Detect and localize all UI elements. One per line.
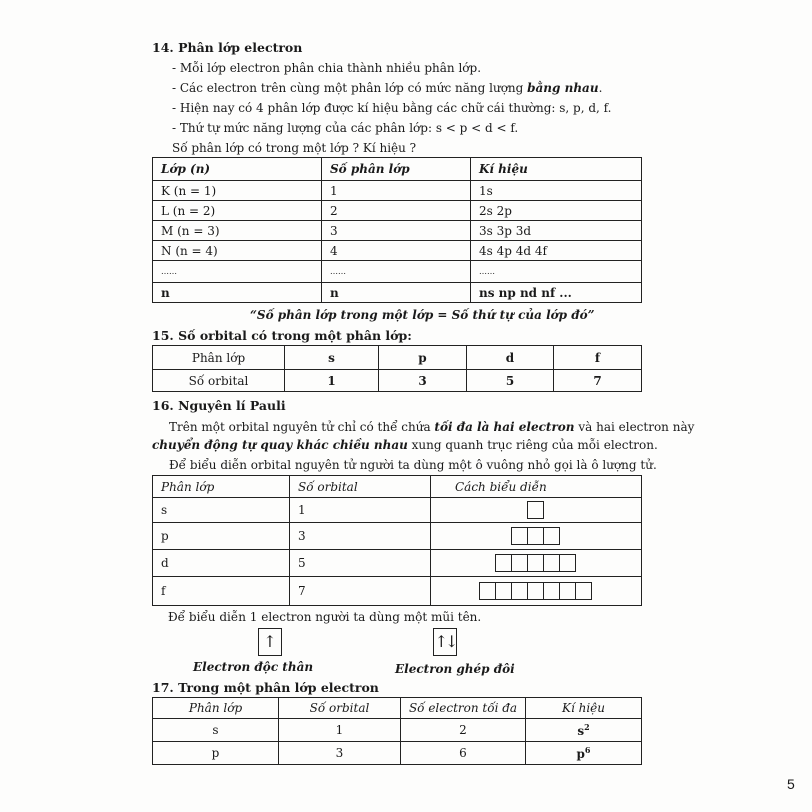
table-row	[153, 577, 642, 606]
table-row	[153, 261, 642, 283]
header-cell: Phân lớp	[153, 476, 290, 498]
cell: n	[153, 283, 322, 303]
paragraph	[152, 438, 658, 452]
section-14-title: 14. Phân lớp electron	[152, 40, 303, 55]
cell: 2	[322, 201, 471, 221]
single-electron-arrow-icon: ↑	[258, 628, 282, 656]
emphasis: tối đa là hai electron	[434, 420, 575, 434]
cell: f	[554, 346, 642, 370]
bullet-emphasis: bằng nhau	[527, 81, 599, 95]
paragraph: Để biểu diễn orbital nguyên tử người ta dùng một ô vuông nhỏ gọi là ô lượng tử.	[169, 458, 657, 472]
paired-electron-arrows-icon: ↑↓	[433, 628, 457, 656]
text: xung quanh trục riêng của mỗi electron.	[407, 438, 658, 452]
header-cell: Kí hiệu	[526, 698, 642, 719]
header-cell: Số phân lớp	[322, 158, 471, 181]
symbol: p	[576, 747, 585, 761]
paragraph	[169, 420, 694, 434]
cell: 3	[322, 221, 471, 241]
orbital-count-table	[152, 345, 642, 392]
table-row	[153, 283, 642, 303]
cell: ……	[153, 261, 322, 283]
text: Trên một orbital nguyên tử chỉ có thể chứa	[169, 420, 435, 434]
cell: 3	[379, 370, 467, 392]
section-16-title: 16. Nguyên lí Pauli	[152, 398, 286, 413]
table-row	[153, 742, 642, 765]
cell: 3	[290, 523, 431, 550]
cell: n	[322, 283, 471, 303]
cell: p	[153, 742, 279, 765]
cell: K (n = 1)	[153, 181, 322, 201]
cell: 1	[285, 370, 379, 392]
table-row	[153, 719, 642, 742]
emphasis: chuyển động tự quay khác chiều nhau	[152, 438, 408, 452]
header-cell: Kí hiệu	[471, 158, 642, 181]
table-row	[153, 201, 642, 221]
subshell-electron-table	[152, 697, 642, 765]
superscript: 6	[584, 745, 591, 755]
cell: 4	[322, 241, 471, 261]
superscript: 2	[584, 722, 590, 732]
cell: 2	[401, 719, 526, 742]
symbol: s	[577, 724, 585, 738]
rule-quote: “Số phân lớp trong một lớp = Số thứ tự của lớp đó”	[250, 308, 595, 322]
cell: 1	[290, 498, 431, 523]
cell: 6	[401, 742, 526, 765]
cell: 2s 2p	[471, 201, 642, 221]
cell: ns np nd nf ...	[471, 283, 642, 303]
cell: s	[285, 346, 379, 370]
cell	[526, 742, 642, 765]
orbital-representation-table	[152, 475, 642, 606]
cell: 1	[279, 719, 401, 742]
header-cell: Lớp (n)	[153, 158, 322, 181]
cell: ……	[322, 261, 471, 283]
quantum-box-icon	[528, 501, 544, 519]
cell: 3	[279, 742, 401, 765]
cell: f	[153, 577, 290, 606]
section-17-title: 17. Trong một phân lớp electron	[152, 680, 379, 695]
cell: 5	[467, 370, 554, 392]
cell: 3s 3p 3d	[471, 221, 642, 241]
paired-electron-label: Electron ghép đôi	[395, 662, 515, 676]
table-row	[153, 370, 642, 392]
table-row	[153, 346, 642, 370]
subshell-per-shell-table	[152, 157, 642, 303]
table-row	[153, 221, 642, 241]
cell: 1s	[471, 181, 642, 201]
orbital-boxes	[431, 498, 642, 523]
cell: ……	[471, 261, 642, 283]
orbital-boxes	[431, 523, 642, 550]
table-row	[153, 181, 642, 201]
quantum-box-icon	[496, 554, 576, 572]
cell: s	[153, 719, 279, 742]
orbital-boxes	[431, 550, 642, 577]
header-cell: Số orbital	[290, 476, 431, 498]
cell	[526, 719, 642, 742]
page-number: 5	[787, 776, 795, 792]
cell: d	[467, 346, 554, 370]
bullet-text: - Các electron trên cùng một phân lớp có mức năng lượng	[172, 81, 528, 95]
cell: Số orbital	[153, 370, 285, 392]
header-cell: Phân lớp	[153, 698, 279, 719]
cell: 5	[290, 550, 431, 577]
text: và hai electron này	[574, 420, 695, 434]
cell: s	[153, 498, 290, 523]
quantum-box-icon	[512, 527, 560, 545]
quantum-box-icon	[480, 582, 592, 600]
section-15-title: 15. Số orbital có trong một phân lớp:	[152, 328, 412, 343]
cell: 7	[290, 577, 431, 606]
cell: L (n = 2)	[153, 201, 322, 221]
header-cell: Số electron tối đa	[401, 698, 526, 719]
paragraph: Để biểu diễn 1 electron người ta dùng một mũi tên.	[168, 610, 482, 624]
cell: p	[379, 346, 467, 370]
cell: 7	[554, 370, 642, 392]
header-cell: Số orbital	[279, 698, 401, 719]
cell: 1	[322, 181, 471, 201]
header-cell: Cách biểu diễn	[431, 476, 642, 498]
table-row	[153, 698, 642, 719]
table-row	[153, 241, 642, 261]
bullet: - Thứ tự mức năng lượng của các phân lớp: s < p < d < f.	[172, 121, 519, 135]
table-row	[153, 550, 642, 577]
cell: 4s 4p 4d 4f	[471, 241, 642, 261]
bullet: - Các electron trên cùng một phân lớp có mức năng lượng bằng nhau.	[172, 81, 603, 95]
bullet: - Mỗi lớp electron phân chia thành nhiều phân lớp.	[172, 61, 482, 75]
table-row	[153, 523, 642, 550]
cell: Phân lớp	[153, 346, 285, 370]
question: Số phân lớp có trong một lớp ? Kí hiệu ?	[172, 141, 417, 155]
table-row	[153, 498, 642, 523]
single-electron-label: Electron độc thân	[193, 660, 314, 674]
cell: M (n = 3)	[153, 221, 322, 241]
orbital-boxes	[431, 577, 642, 606]
bullet: - Hiện nay có 4 phân lớp được kí hiệu bằng các chữ cái thường: s, p, d, f.	[172, 101, 612, 115]
cell: p	[153, 523, 290, 550]
cell: N (n = 4)	[153, 241, 322, 261]
cell: d	[153, 550, 290, 577]
